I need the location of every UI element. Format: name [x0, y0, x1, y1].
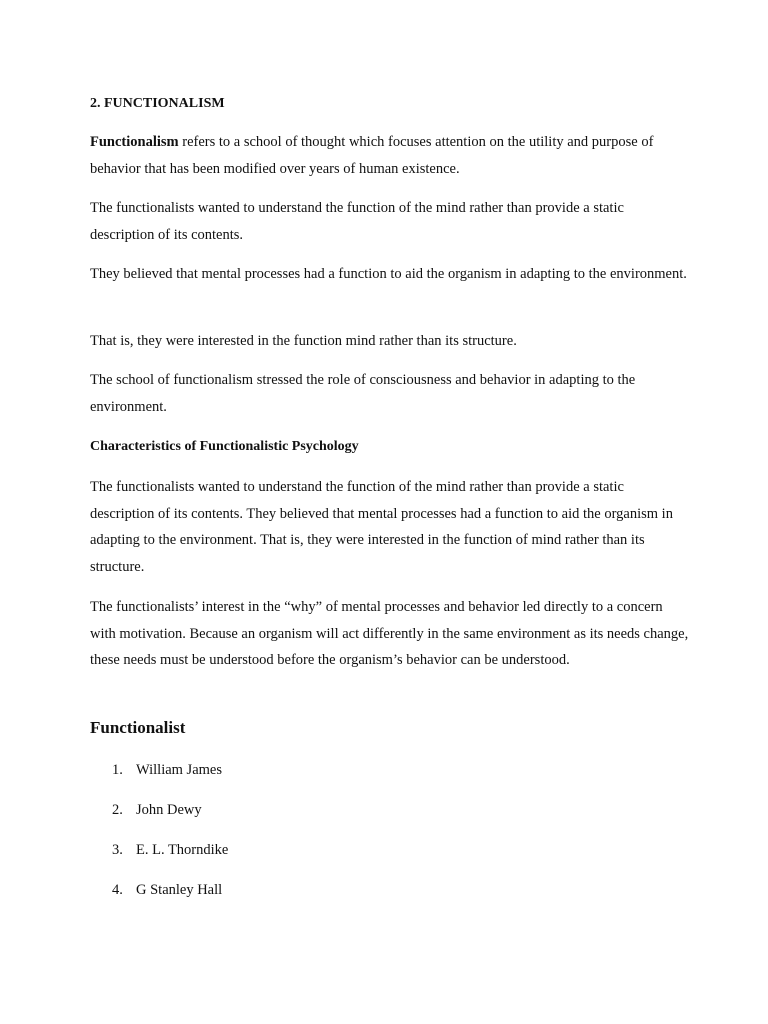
list-item-number: 3. [112, 842, 123, 858]
list-item-number: 1. [112, 762, 123, 778]
paragraph-2: They believed that mental processes had a function to aid the organism in adapting to the environment. [90, 266, 687, 282]
list-item-name: G Stanley Hall [136, 882, 223, 898]
functionalist-heading: Functionalist [90, 718, 186, 737]
list-item-name: John Dewy [136, 802, 202, 818]
functionalist-list [112, 760, 228, 920]
intro-paragraph [90, 129, 690, 182]
list-item [112, 840, 228, 880]
characteristics-heading: Characteristics of Functionalistic Psychology [90, 439, 359, 454]
list-item [112, 760, 228, 800]
characteristics-paragraph-1: The functionalists wanted to understand the function of the mind rather than provide a static description of its contents. They believed that mental processes had a function to aid the organism in adapting to the environment. That is, they were interested in the function of mind rather than its structure. [90, 479, 673, 575]
list-item-name: William James [136, 762, 222, 778]
section-heading: 2. FUNCTIONALISM [90, 96, 225, 111]
list-item-name: E. L. Thorndike [136, 842, 229, 858]
intro-term: Functionalism [90, 134, 179, 150]
paragraph-3: That is, they were interested in the function mind rather than its structure. [90, 333, 517, 349]
paragraph-4: The school of functionalism stressed the role of consciousness and behavior in adapting to the environment. [90, 372, 636, 415]
characteristics-paragraph-2: The functionalists’ interest in the “why” of mental processes and behavior led directly to a concern with motivation. Because an organism will act differently in the same environment as its needs change, these needs must be understood before the organism’s behavior can be understood. [90, 599, 689, 668]
list-item [112, 880, 228, 920]
list-item-number: 2. [112, 802, 123, 818]
paragraph-1: The functionalists wanted to understand the function of the mind rather than provide a static description of its contents. [90, 200, 624, 243]
list-item [112, 800, 228, 840]
intro-text: refers to a school of thought which focuses attention on the utility and purpose of behavior that has been modified over years of human existence. [90, 134, 654, 177]
list-item-number: 4. [112, 882, 123, 898]
